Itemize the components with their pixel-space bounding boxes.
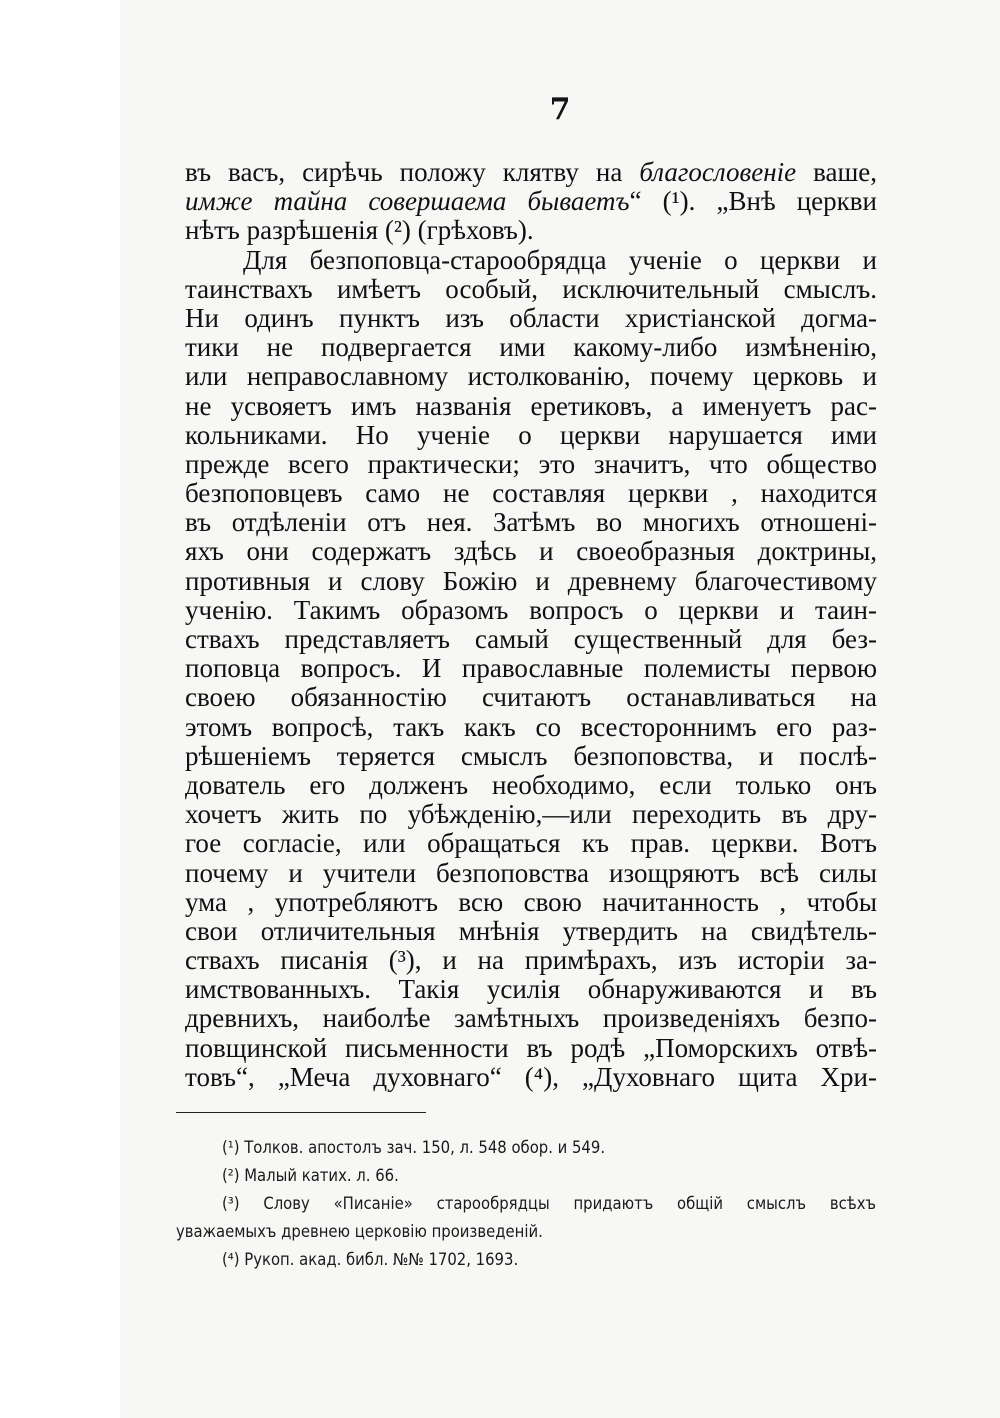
text-line: [185, 158, 877, 187]
italic-text: благословеніе: [639, 157, 797, 187]
text-line: противныя и слову Божію и древнему благочестивому: [185, 565, 877, 596]
text-line: поповца вопросъ. И православные полемисты первою: [185, 653, 877, 684]
document-page: [120, 0, 1000, 1418]
text-line: повщинской письменности въ родѣ „Поморскихъ отвѣ-: [185, 1032, 877, 1063]
text-line: яхъ они содержатъ здѣсь и своеобразныя доктрины,: [185, 536, 877, 567]
footnotes: [176, 1134, 876, 1274]
paragraph-start: Для безпоповца-старообрядца ученіе о церкви и: [243, 244, 877, 275]
footnote-4: (⁴) Рукоп. акад. библ. №№ 1702, 1693.: [222, 1250, 519, 1269]
text-line: своею обязанностію считаютъ останавливаться на: [185, 682, 877, 713]
footnote-3: (³) Слову «Писаніе» старообрядцы придаютъ общій смыслъ всѣхъ: [222, 1194, 876, 1213]
page-number: 7: [549, 92, 571, 127]
text-segment: “ (¹). „Внѣ церкви: [629, 186, 877, 217]
text-line: ствахъ представляетъ самый существенный для без-: [185, 624, 877, 654]
main-text: [185, 158, 877, 1092]
text-line: въ отдѣленіи отъ нея. Затѣмъ во многихъ отношені-: [185, 507, 877, 538]
text-line: ствахъ писанія (³), и на примѣрахъ, изъ исторіи за-: [185, 945, 877, 976]
footnote-3-continued: уважаемыхъ древнею церковію произведеній.: [176, 1222, 543, 1241]
text-line: гое согласіе, или обращаться къ прав. церкви. Вотъ: [185, 828, 877, 859]
text-line: или неправославному истолкованію, почему церковь и: [185, 361, 877, 392]
text-line: свои отличительныя мнѣнія утвердить на свидѣтель-: [185, 915, 877, 946]
text-line: ума , употребляютъ всю свою начитанность , чтобы: [185, 886, 877, 917]
text-line: древнихъ, наиболѣе замѣтныхъ произведеніяхъ безпо-: [185, 1003, 877, 1034]
text-segment: ваше,: [813, 157, 878, 187]
text-line: нѣтъ разрѣшенія (²) (грѣховъ).: [185, 215, 534, 246]
italic-text: имже тайна совершаема бываетъ: [185, 186, 630, 217]
text-line: не усвояетъ имъ названія еретиковъ, а именуетъ рас-: [185, 390, 877, 421]
footnote-divider: [176, 1112, 426, 1113]
text-line: Ни одинъ пунктъ изъ области христіанской догма-: [185, 302, 877, 333]
text-line: тики не подвергается ими какому-либо измѣненію,: [185, 332, 877, 363]
text-line: хочетъ жить по убѣжденію,—или переходить въ дру-: [185, 799, 877, 830]
text-line: кольниками. Но ученіе о церкви нарушается ими: [185, 419, 877, 450]
footnote-2: (²) Малый катих. л. 66.: [222, 1166, 399, 1185]
text-line: безпоповцевъ само не составляя церкви , находится: [185, 478, 877, 509]
text-line: [185, 187, 877, 216]
text-line: рѣшеніемъ теряется смыслъ безпоповства, и послѣ-: [185, 740, 877, 771]
text-line: ученію. Такимъ образомъ вопросъ о церкви и таин-: [185, 594, 877, 625]
text-line: почему и учители безпоповства изощряютъ всѣ силы: [185, 857, 877, 888]
text-line: таинствахъ имѣетъ особый, исключительный смыслъ.: [185, 273, 877, 304]
text-segment: въ васъ, сирѣчь положу клятву на: [185, 157, 623, 187]
text-line: дователь его долженъ необходимо, если только онъ: [185, 769, 877, 800]
text-line: имствованныхъ. Такія усилія обнаруживаются и въ: [185, 974, 877, 1005]
text-line: этомъ вопросѣ, такъ какъ со всестороннимъ его раз-: [185, 711, 877, 742]
text-line: товъ“, „Меча духовнаго“ (⁴), „Духовнаго щита Хри-: [185, 1061, 877, 1092]
footnote-1: (¹) Толков. апостолъ зач. 150, л. 548 обор. и 549.: [222, 1138, 606, 1157]
text-line: прежде всего практически; это значитъ, что общество: [185, 448, 877, 479]
